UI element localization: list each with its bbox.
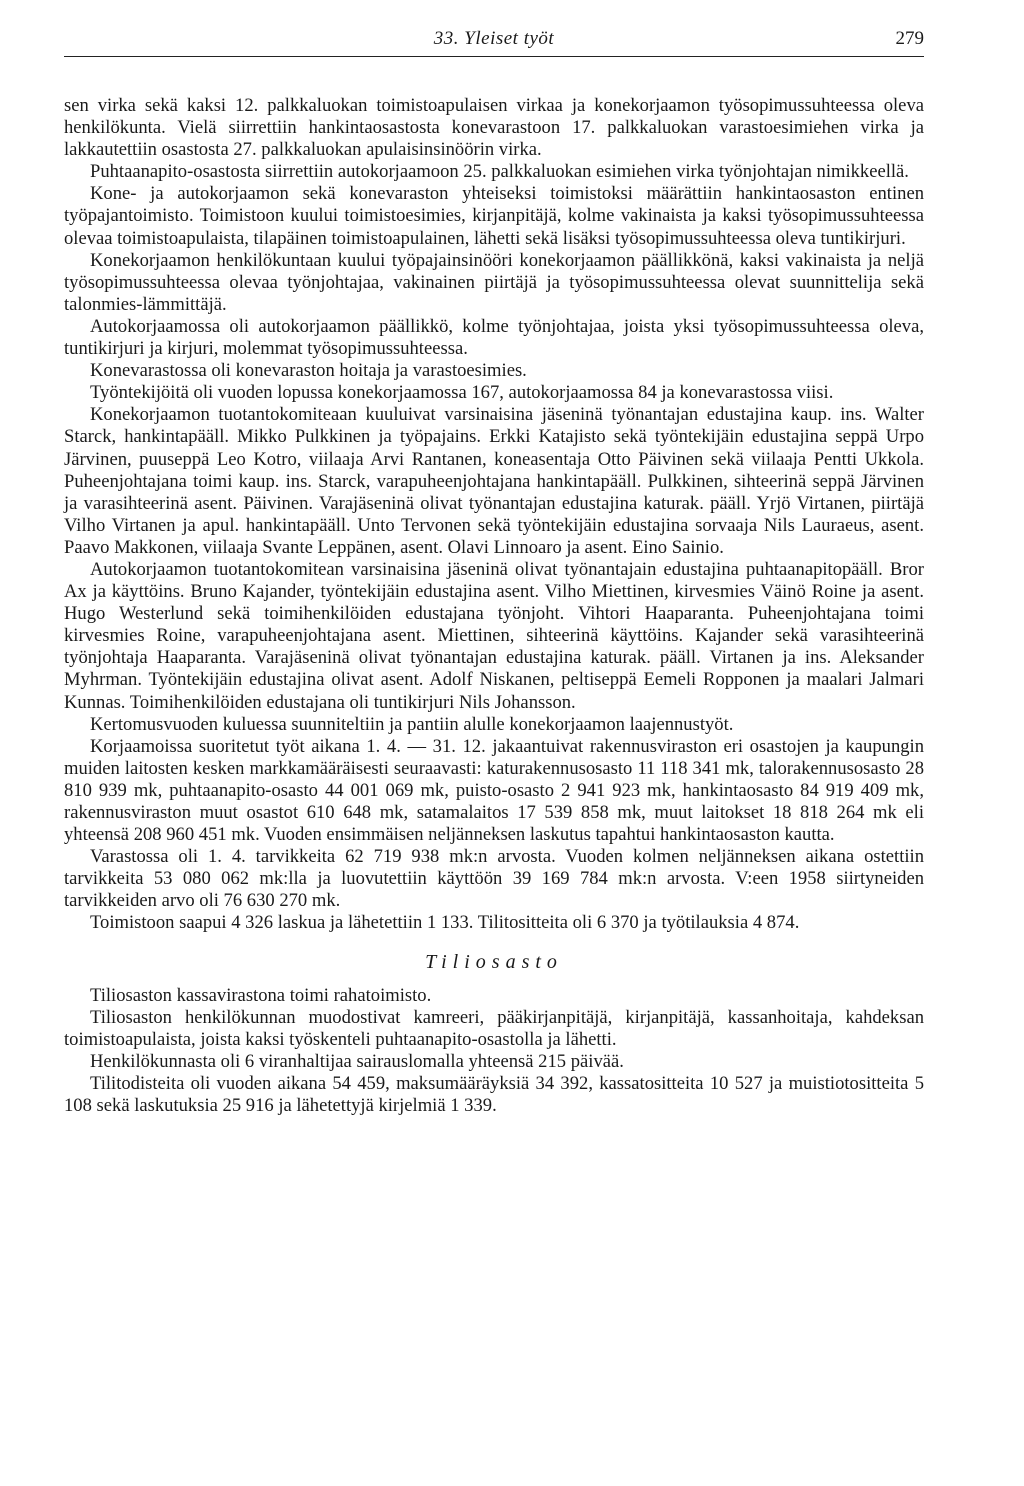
paragraph: Kone- ja autokorjaamon sekä konevaraston yhteiseksi toimistoksi määrättiin hankintaosaston entinen työpajantoimisto. Toimistoon kuului toimistoesimies, kirjanpitäjä, kolme vakinaista ja kaksi työsopimussuhteessa olevaa toimistoapulaista, tilapäinen toimistoapulainen, lähetti sekä lisäksi työsopimussuhteessa oleva tuntikirjuri. [64, 183, 924, 249]
paragraph: Autokorjaamon tuotantokomitean varsinaisina jäseninä olivat työnantajain edustajina puhtaanapitopääll. Bror Ax ja käyttöins. Bruno Kajander, työntekijäin edustajina asent. Vilho Miettinen, kirvesmies Väinö Roine ja asent. Hugo Westerlund sekä toimihenkilöiden edustajana työnjoht. Vihtori Haaparanta. Puheenjohtajana toimi kirvesmies Roine, varapuheenjohtajana asent. Miettinen, sihteerinä käyttöins. Kajander sekä varasihteerinä työnjohtaja Haaparanta. Varajäseninä olivat työnantajan edustajina katurak. pääll. Virtanen ja ins. Aleksander Myhrman. Työntekijäin edustajina olivat asent. Adolf Niskanen, peltiseppä Eemeli Ropponen ja maalari Jalmari Kunnas. Toimihenkilöiden edustajana oli tuntikirjuri Nils Johansson. [64, 558, 924, 713]
body-text [64, 95, 924, 1117]
paragraph: Työntekijöitä oli vuoden lopussa konekorjaamossa 167, autokorjaamossa 84 ja konevarastossa viisi. [90, 382, 834, 404]
chapter-title: 33. Yleiset työt [433, 28, 555, 49]
paragraph: Konekorjaamon henkilökuntaan kuului työpajainsinööri konekorjaamon päällikkönä, kaksi vakinaista ja neljä työsopimussuhteessa olevaa työnjohtajaa, vakinainen piirtäjä ja työsopimussuhteessa olevat suunnittelija sekä talonmies-lämmittäjä. [64, 249, 924, 315]
running-header [64, 20, 924, 57]
paragraph: Konekorjaamon tuotantokomiteaan kuuluivat varsinaisina jäseninä työnantajan edustajina kaup. ins. Walter Starck, hankintapääll. Mikko Pulkkinen ja työpajains. Erkki Katajisto sekä työntekijäin edustajina seppä Urpo Järvinen, puuseppä Leo Kotro, viilaaja Arvi Rantanen, koneasentaja Otto Päivinen sekä viilaaja Pentti Ukkola. Puheenjohtajana toimi kaup. ins. Starck, varapuheenjohtajana hankintapääll. Pulkkinen, sihteerinä seppä Järvinen ja varasihteerinä asent. Päivinen. Varajäseninä olivat työnantajan edustajina katurak. pääll. Yrjö Virtanen, piirtäjä Vilho Virtanen ja apul. hankintapääll. Unto Tervonen sekä työntekijäin edustajina sorvaaja Nils Lauraeus, asent. Paavo Makkonen, viilaaja Svante Leppänen, asent. Olavi Linnoaro ja asent. Eino Sainio. [64, 404, 924, 558]
paragraph: Tilitodisteita oli vuoden aikana 54 459, maksumääräyksiä 34 392, kassatositteita 10 527 ja muistiotositteita 5 108 sekä laskutuksia 25 916 ja lähetettyjä kirjelmiä 1 339. [64, 1073, 924, 1117]
section-heading: Tiliosasto [425, 950, 563, 973]
paragraph: Varastossa oli 1. 4. tarvikkeita 62 719 938 mk:n arvosta. Vuoden kolmen neljänneksen aikana ostettiin tarvikkeita 53 080 062 mk:lla ja luovutettiin käyttöön 39 169 784 mk:n arvosta. V:een 1958 siirtyneiden tarvikkeiden arvo oli 76 630 270 mk. [64, 846, 924, 912]
paragraph: Henkilökunnasta oli 6 viranhaltijaa sairauslomalla yhteensä 215 päivää. [90, 1050, 624, 1072]
paragraph: Autokorjaamossa oli autokorjaamon päällikkö, kolme työnjohtajaa, joista yksi työsopimussuhteessa oleva, tuntikirjuri ja kirjuri, molemmat työsopimussuhteessa. [64, 315, 924, 360]
paragraph: sen virka sekä kaksi 12. palkkaluokan toimistoapulaisen virkaa ja konekorjaamon työsopimussuhteessa oleva henkilökunta. Vielä siirrettiin hankintaosastosta konevarastoon 17. palkkaluokan varastoesimiehen virka ja lakkautettiin osastosta 27. palkkaluokan apulaisinsinöörin virka. [64, 95, 924, 161]
page-number: 279 [895, 28, 924, 49]
paragraph: Tiliosaston henkilökunnan muodostivat kamreeri, pääkirjanpitäjä, kirjanpitäjä, kassanhoitaja, kahdeksan toimistoapulaista, joista kaksi työskenteli puhtaanapito-osastolla ja lähetti. [64, 1006, 924, 1050]
paragraph: Tiliosaston kassavirastona toimi rahatoimisto. [90, 984, 432, 1006]
document-page [64, 20, 924, 1117]
paragraph: Konevarastossa oli konevaraston hoitaja ja varastoesimies. [90, 360, 527, 382]
paragraph: Puhtaanapito-osastosta siirrettiin autokorjaamoon 25. palkkaluokan esimiehen virka työnjohtajan nimikkeellä. [90, 161, 909, 183]
paragraph: Toimistoon saapui 4 326 laskua ja lähetettiin 1 133. Tilitositteita oli 6 370 ja työtilauksia 4 874. [90, 912, 800, 934]
paragraph: Korjaamoissa suoritetut työt aikana 1. 4. — 31. 12. jakaantuivat rakennusviraston eri osastojen ja kaupungin muiden laitosten kesken markkamääräisesti seuraavasti: katurakennusosasto 11 118 341 mk, talorakennusosasto 28 810 939 mk, puhtaanapito-osasto 44 001 069 mk, puisto-osasto 2 941 923 mk, hankintaosasto 84 919 409 mk, rakennusviraston muut osastot 610 648 mk, satamalaitos 17 539 858 mk, muut laitokset 18 818 264 mk eli yhteensä 208 960 451 mk. Vuoden ensimmäisen neljänneksen laskutus tapahtui hankintaosaston kautta. [64, 735, 924, 846]
paragraph: Kertomusvuoden kuluessa suunniteltiin ja pantiin alulle konekorjaamon laajennustyöt. [90, 713, 734, 735]
